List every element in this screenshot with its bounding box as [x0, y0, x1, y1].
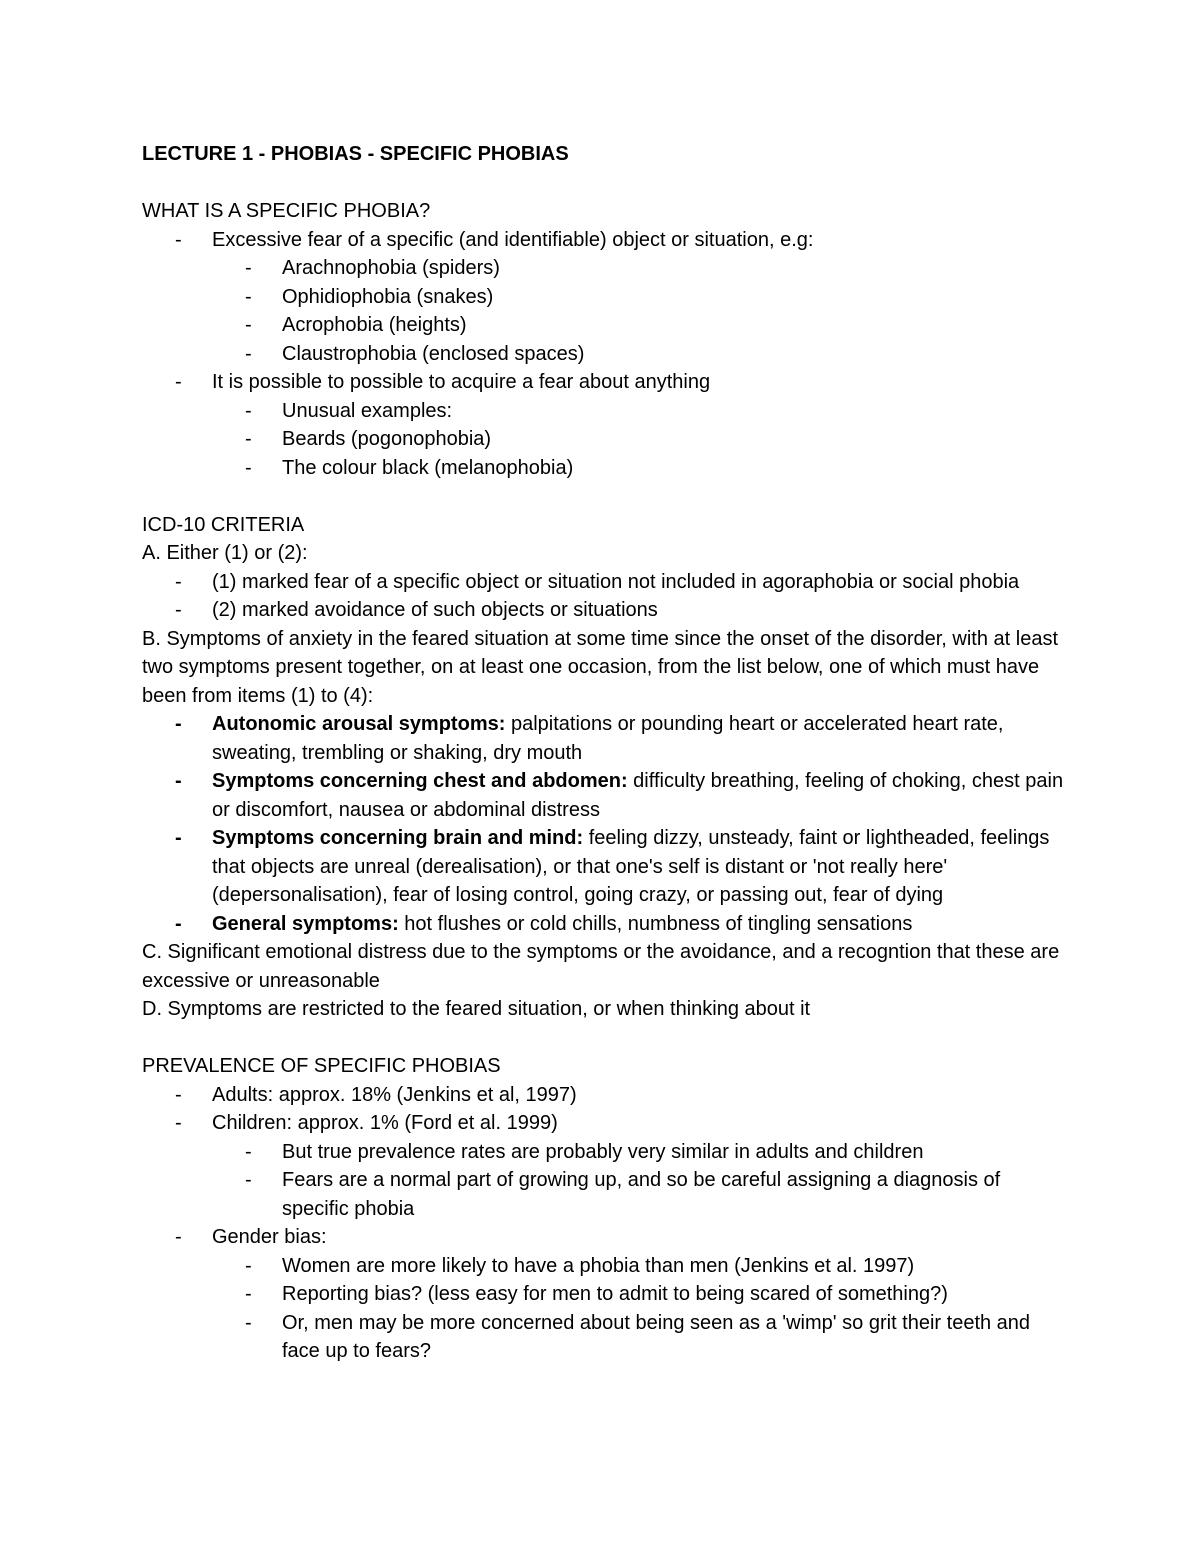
bullet-dash: -: [245, 342, 252, 365]
bullet-dash: -: [245, 399, 252, 422]
sub-list: [212, 254, 1072, 368]
sub-list-item: [212, 1252, 1072, 1281]
section-heading-what-is: WHAT IS A SPECIFIC PHOBIA?: [142, 200, 431, 222]
symptom-label: Symptoms concerning chest and abdomen:: [212, 770, 628, 792]
list-item-text: Adults: approx. 18% (Jenkins et al, 1997): [212, 1083, 577, 1106]
list-item: [142, 767, 1072, 824]
sub-list-item-text: Arachnophobia (spiders): [282, 257, 500, 279]
sub-list-item-text: Beards (pogonophobia): [282, 428, 492, 450]
bullet-dash: -: [175, 770, 182, 792]
spacer: [142, 482, 1072, 511]
list-item: [142, 568, 1072, 597]
sub-list-item: [212, 311, 1072, 340]
bullet-dash: -: [175, 713, 182, 735]
symptom-text: difficulty breathing, feeling of choking, chest pain or discomfort, nausea or abdominal distress: [212, 770, 1064, 821]
sub-list-item-text: Women are more likely to have a phobia than men (Jenkins et al. 1997): [282, 1254, 915, 1277]
sub-list-item-text: Claustrophobia (enclosed spaces): [282, 342, 585, 365]
list-item-text: (1) marked fear of a specific object or situation not included in agoraphobia or social phobia: [212, 570, 1020, 593]
sub-list-item-text: Acrophobia (heights): [282, 314, 467, 336]
sub-list-item: [212, 340, 1072, 369]
bullet-dash: -: [175, 1226, 182, 1248]
sub-list-item-text: Reporting bias? (less easy for men to admit to being scared of something?): [282, 1283, 948, 1305]
criterion-a: A. Either (1) or (2):: [142, 542, 308, 564]
criterion-b: B. Symptoms of anxiety in the feared situation at some time since the onset of the disorder, with at least two symptoms present together, on at least one occasion, from the list below, one of which must have been from items (1) to (4):: [142, 627, 1059, 707]
sub-list-item: [212, 1309, 1072, 1366]
bullet-dash: -: [245, 1283, 252, 1305]
document-title: LECTURE 1 - PHOBIAS - SPECIFIC PHOBIAS: [142, 143, 569, 165]
list-item-text: Gender bias:: [212, 1226, 327, 1248]
list-item-text: (2) marked avoidance of such objects or situations: [212, 599, 658, 621]
bullet-dash: -: [245, 257, 252, 279]
bullet-dash: -: [245, 1140, 252, 1163]
sub-list: [212, 1138, 1072, 1224]
bullet-dash: -: [245, 456, 252, 479]
sub-list-item-text: Ophidiophobia (snakes): [282, 285, 494, 308]
list-item: [142, 1081, 1072, 1110]
list-item-text: Children: approx. 1% (Ford et al. 1999): [212, 1112, 558, 1134]
spacer: [142, 169, 1072, 198]
list-item: [142, 368, 1072, 482]
sub-list-item-text: Fears are a normal part of growing up, and so be careful assigning a diagnosis of specific phobia: [282, 1169, 1001, 1220]
criterion-a-list: [142, 568, 1072, 625]
sub-list-item: [212, 1138, 1072, 1167]
sub-list-item: [212, 397, 1072, 426]
sub-list: [212, 1252, 1072, 1366]
sub-list-item-text: The colour black (melanophobia): [282, 456, 574, 479]
sub-list-item-text: But true prevalence rates are probably very similar in adults and children: [282, 1140, 924, 1163]
list-item-text: Excessive fear of a specific (and identifiable) object or situation, e.g:: [212, 228, 814, 251]
bullet-dash: -: [175, 1112, 182, 1134]
bullet-dash: -: [245, 314, 252, 336]
bullet-dash: -: [245, 428, 252, 450]
bullet-dash: -: [245, 1254, 252, 1277]
sub-list-item-text: Or, men may be more concerned about being seen as a 'wimp' so grit their teeth and face up to fears?: [282, 1311, 1031, 1362]
symptom-label: Autonomic arousal symptoms:: [212, 713, 506, 735]
symptom-text: feeling dizzy, unsteady, faint or lightheaded, feelings that objects are unreal (derealisation), or that one's self is distant or 'not really here' (depersonalisation), fear of losing control, going crazy, or passing out, fear of dying: [212, 827, 1050, 906]
bullet-dash: -: [175, 1083, 182, 1106]
prevalence-list: [142, 1081, 1072, 1366]
criterion-d: D. Symptoms are restricted to the feared situation, or when thinking about it: [142, 998, 811, 1020]
list-item-text: It is possible to possible to acquire a fear about anything: [212, 371, 711, 393]
bullet-dash: -: [245, 1169, 252, 1191]
criterion-c: C. Significant emotional distress due to the symptoms or the avoidance, and a recogntion that these are excessive or unreasonable: [142, 941, 1060, 992]
sub-list-item-text: Unusual examples:: [282, 399, 453, 422]
section-heading-prevalence: PREVALENCE OF SPECIFIC PHOBIAS: [142, 1055, 501, 1077]
list-item: [142, 910, 1072, 939]
bullet-dash: -: [245, 285, 252, 308]
symptom-text: palpitations or pounding heart or accelerated heart rate, sweating, trembling or shaking, dry mouth: [212, 713, 1004, 764]
bullet-dash: -: [175, 827, 182, 849]
document-page: [142, 140, 1072, 1366]
symptom-label: General symptoms:: [212, 912, 399, 935]
bullet-dash: -: [175, 371, 182, 393]
list-item: [142, 710, 1072, 767]
list-item: [142, 1109, 1072, 1223]
sub-list-item: [212, 454, 1072, 483]
sub-list-item: [212, 1166, 1072, 1223]
symptom-label: Symptoms concerning brain and mind:: [212, 827, 584, 849]
sub-list-item: [212, 425, 1072, 454]
criterion-b-list: [142, 710, 1072, 938]
sub-list-item: [212, 283, 1072, 312]
sub-list: [212, 397, 1072, 483]
bullet-dash: -: [175, 570, 182, 593]
bullet-dash: -: [175, 599, 182, 621]
bullet-dash: -: [175, 912, 182, 935]
sub-list-item: [212, 254, 1072, 283]
list-item: [142, 1223, 1072, 1366]
section-heading-icd10: ICD-10 CRITERIA: [142, 513, 305, 536]
sub-list-item: [212, 1280, 1072, 1309]
bullet-dash: -: [245, 1311, 252, 1334]
what-is-list: [142, 226, 1072, 483]
list-item: [142, 596, 1072, 625]
list-item: [142, 226, 1072, 369]
bullet-dash: -: [175, 228, 182, 251]
list-item: [142, 824, 1072, 910]
spacer: [142, 1024, 1072, 1053]
symptom-text: hot flushes or cold chills, numbness of tingling sensations: [398, 912, 913, 935]
